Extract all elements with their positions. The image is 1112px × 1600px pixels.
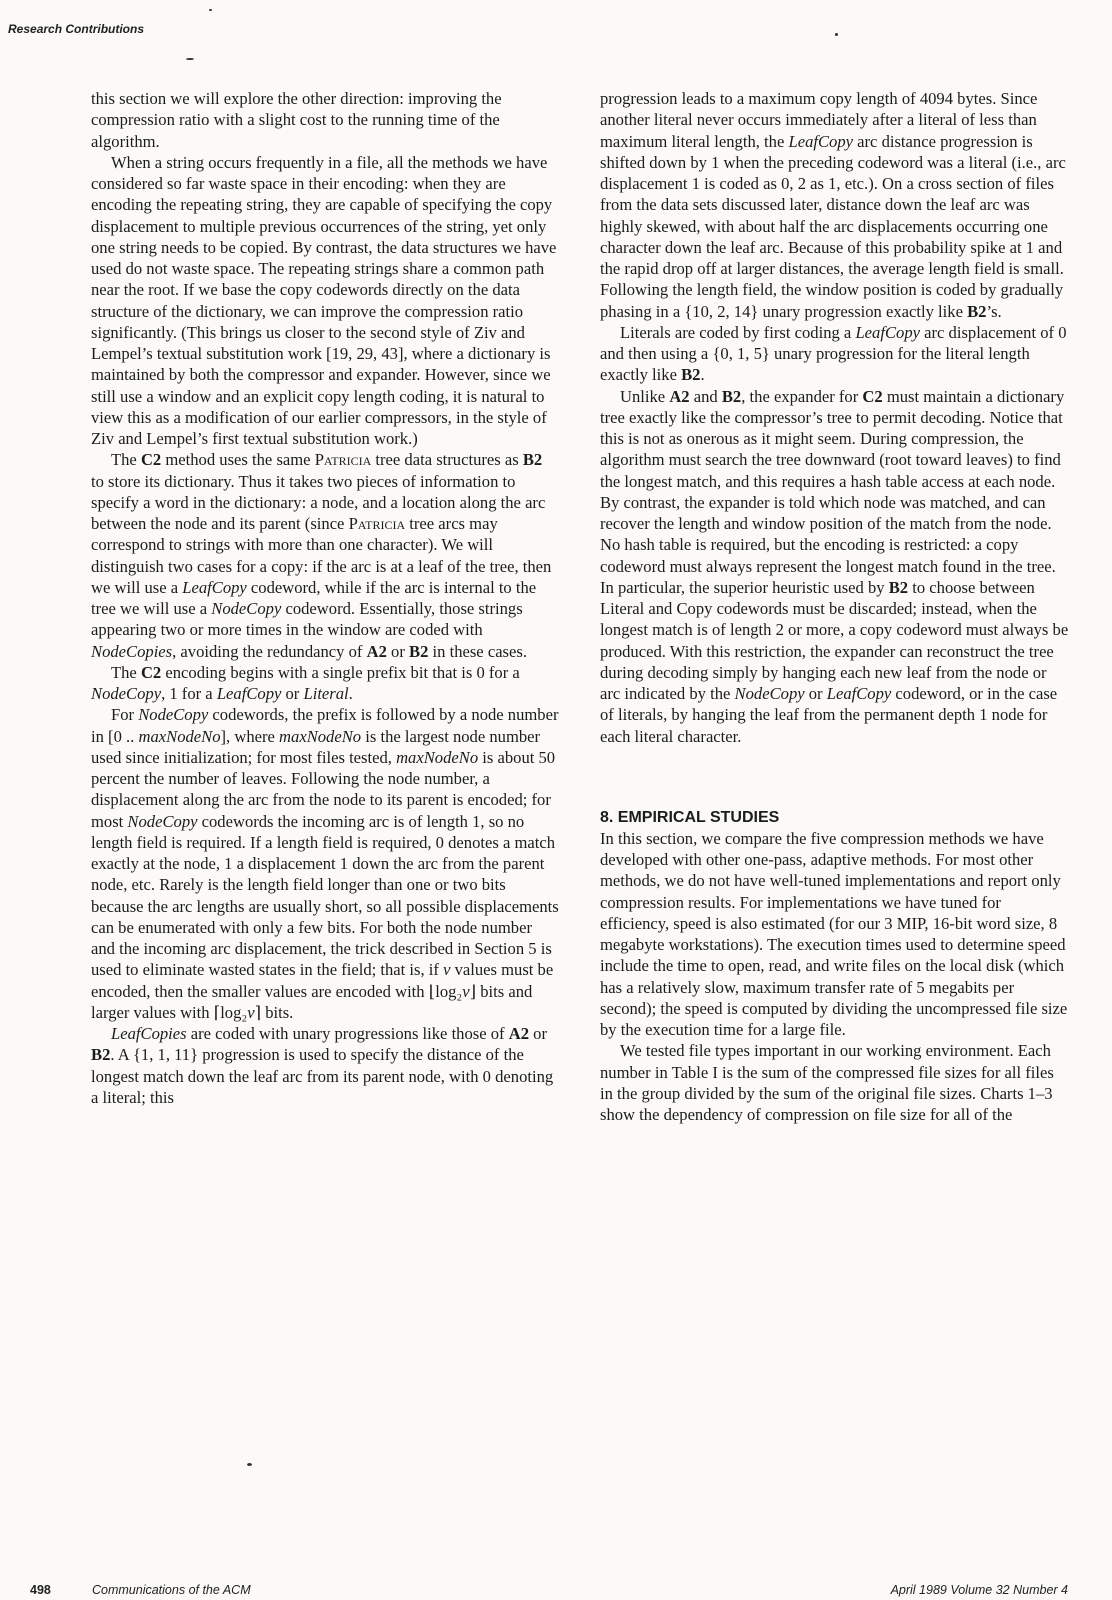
left-column: [91, 88, 559, 1108]
paragraph: Literals are coded by first coding a LeafCopy arc displacement of 0 and then using a {0, 1, 5} unary progression for the literal length exactly like B2.: [600, 322, 1067, 385]
paragraph: Unlike A2 and B2, the expander for C2 must maintain a dictionary tree exactly like the compressor’s tree to permit decoding. Notice that this is not as onerous as it might seem. During compression, the algorithm must search the tree downward (root toward leaves) to find the longest match, and this requires a hash table access at each node. By contrast, the expander is told which node was matched, and can recover the length and window position of the match from the node. No hash table is required, but the encoding is restricted: a copy codeword must always represent the longest match found in the tree. In particular, the superior heuristic used by B2 to choose between Literal and Copy codewords must be discarded; instead, when the longest match is of length 2 or more, a copy codeword must always be produced. With this restriction, the expander can reconstruct the tree during decoding simply by hanging each new leaf from the node or arc indicated by the NodeCopy or LeafCopy codeword, or in the case of literals, by hanging the leaf from the permanent depth 1 node for each literal character.: [600, 386, 1069, 746]
paragraph: The C2 encoding begins with a single prefix bit that is 0 for a NodeCopy, 1 for a LeafCopy or Literal.: [91, 662, 520, 703]
paragraph: For NodeCopy codewords, the prefix is followed by a node number in [0 .. maxNodeNo], where maxNodeNo is the largest node number used since initialization; for most files tested, maxNodeNo is about 50 percent the number of leaves. Following the node number, a displacement along the arc from the node to its parent is encoded; for most NodeCopy codewords the incoming arc is of length 1, so no length field is required. If a length field is required, 0 denotes a match exactly at the node, 1 a displacement 1 down the arc from the parent node, etc. Rarely is the length field longer than one or two bits because the arc lengths are usually short, so all possible displacements can be enumerated with only a few bits. For both the node number and the incoming arc displacement, the trick described in Section 5 is used to eliminate wasted states in the field; that is, if v values must be encoded, then the smaller values are encoded with ⌊log₂v⌋ bits and larger values with ⌈log₂v⌉ bits.: [91, 705, 559, 1022]
paragraph: In this section, we compare the five compression methods we have developed with other one-pass, adaptive methods. For most other methods, we do not have well-tuned implementations and report only compression results. For implementations we have tuned for efficiency, speed is also estimated (for our 3 MIP, 16-bit word size, 8 megabyte workstations). The execution times used to determine speed include the time to open, read, and write files on the local disk (which has a relatively slow, maximum transfer rate of 5 megabits per second); the speed is computed by dividing the uncompressed file size by the execution time for a large file.: [600, 828, 1068, 1039]
paragraph: The C2 method uses the same Patricia tree data structures as B2 to store its dictionary. Thus it takes two pieces of information to specify a word in the dictionary: a node, and a location along the arc between the node and its parent (since Patricia tree arcs may correspond to strings with more than one character). We will distinguish two cases for a copy: if the arc is at a leaf of the tree, then we will use a LeafCopy codeword, while if the arc is internal to the tree we will use a NodeCopy codeword. Essentially, those strings appearing two or more times in the window are coded with NodeCopies, avoiding the redundancy of A2 or B2 in these cases.: [91, 450, 552, 661]
page-number: 498: [30, 1583, 51, 1597]
paragraph: When a string occurs frequently in a file, all the methods we have considered so far waste space in their encoding: when they are encoding the repeating string, they are capable of specifying the copy displacement to multiple previous occurrences of the string, yet only one string needs to be copied. By contrast, the data structures we have used do not waste space. The repeating strings share a common path near the root. If we base the copy codewords directly on the data structure of the dictionary, we can improve the compression ratio significantly. (This brings us closer to the second style of Ziv and Lempel’s textual substitution work [19, 29, 43], where a dictionary is maintained by both the compressor and expander. However, since we still use a window and an explicit copy length coding, it is natural to view this as a modification of our earlier compressors, in the style of Ziv and Lempel’s first textual substitution work.): [91, 152, 557, 448]
issue-info: April 1989 Volume 32 Number 4: [890, 1583, 1068, 1597]
paragraph: We tested file types important in our working environment. Each number in Table I is the sum of the compressed file sizes for all files in the group divided by the sum of the original file sizes. Charts 1–3 show the dependency of compression on file size for all of the: [600, 1041, 1054, 1124]
paragraph: LeafCopies are coded with unary progressions like those of A2 or B2. A {1, 1, 11} progression is used to specify the distance of the longest match down the leaf arc from its parent node, with 0 denoting a literal; this: [91, 1024, 554, 1107]
page-footer: [0, 1583, 1112, 1599]
journal-name: Communications of the ACM: [92, 1583, 251, 1597]
running-head: Research Contributions: [8, 22, 145, 36]
right-column: [600, 88, 1070, 1125]
paragraph: progression leads to a maximum copy length of 4094 bytes. Since another literal never occurs immediately after a literal of less than maximum literal length, the LeafCopy arc distance progression is shifted down by 1 when the preceding codeword was a literal (i.e., arc displacement 1 is coded as 0, 2 as 1, etc.). On a cross section of files from the data sets discussed later, distance down the leaf arc was highly skewed, with about half the arc displacements occurring one character down the leaf arc. Because of this probability spike at 1 and the rapid drop off at larger distances, the average length field is small. Following the length field, the window position is coded by gradually phasing in a {10, 2, 14} unary progression exactly like B2’s.: [600, 89, 1066, 321]
paragraph: this section we will explore the other direction: improving the compression ratio with a slight cost to the running time of the algorithm.: [91, 89, 502, 151]
section-heading: 8. EMPIRICAL STUDIES: [600, 808, 780, 826]
